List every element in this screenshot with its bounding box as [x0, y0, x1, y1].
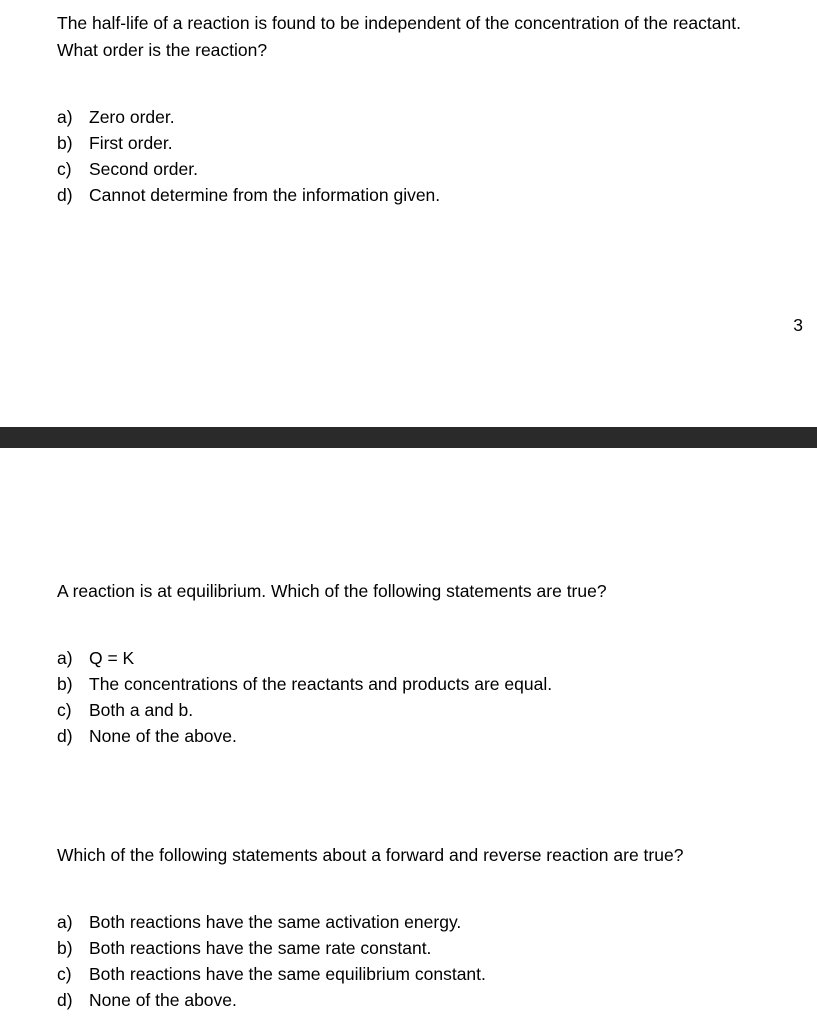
option-text: Both reactions have the same equilibrium constant. — [89, 964, 486, 984]
option-text: Both reactions have the same activation energy. — [89, 912, 462, 932]
page-number: 3 — [793, 315, 803, 335]
option-text: Second order. — [89, 159, 198, 179]
page-break-divider — [0, 427, 817, 448]
option-letter: c) — [57, 964, 72, 984]
option-text: Zero order. — [89, 107, 175, 127]
option-letter: a) — [57, 107, 73, 127]
option-text: Both reactions have the same rate constant. — [89, 938, 432, 958]
option-letter: a) — [57, 648, 73, 668]
option-text: None of the above. — [89, 990, 237, 1010]
option-letter: c) — [57, 159, 72, 179]
option-text: None of the above. — [89, 726, 237, 746]
question-halflife-line2: What order is the reaction? — [57, 40, 268, 60]
question-forward-reverse: Which of the following statements about a forward and reverse reaction are true? — [57, 845, 684, 865]
option-text: First order. — [89, 133, 173, 153]
question-equilibrium: A reaction is at equilibrium. Which of the following statements are true? — [57, 581, 607, 601]
option-letter: d) — [57, 185, 73, 205]
option-text: The concentrations of the reactants and products are equal. — [89, 674, 553, 694]
option-letter: d) — [57, 726, 73, 746]
option-letter: b) — [57, 674, 73, 694]
option-text: Cannot determine from the information given. — [89, 185, 441, 205]
option-letter: b) — [57, 133, 73, 153]
option-text: Q = K — [89, 648, 135, 668]
option-letter: b) — [57, 938, 73, 958]
option-letter: c) — [57, 700, 72, 720]
option-text: Both a and b. — [89, 700, 194, 720]
option-letter: d) — [57, 990, 73, 1010]
question-halflife-line1: The half-life of a reaction is found to be independent of the concentration of the reactant. — [57, 13, 741, 33]
option-letter: a) — [57, 912, 73, 932]
